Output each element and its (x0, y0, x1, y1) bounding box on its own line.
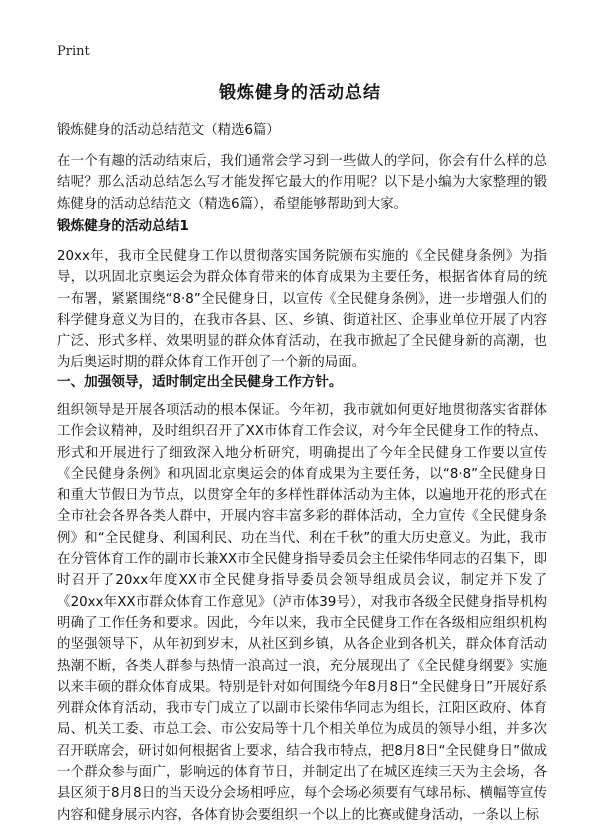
paragraph-1 (57, 246, 547, 374)
intro-paragraph (57, 151, 547, 215)
section-title-text: 锻炼健身的活动总结1 (57, 218, 189, 234)
document-title: 锻炼健身的活动总结 (219, 83, 381, 103)
heading-1-text: 一、加强领导，适时制定出全民健身工作方针。 (57, 374, 343, 390)
paragraph-2-text: 组织领导是开展各项活动的根本保证。今年初，我市就如何更好地贯彻落实省群体工作会议精神，及时组织召开了XX市体育工作会议，对今年全民健身工作的特点、形式和开展进行了细致深入地分析研究，明确提出了今年全民健身工作要以宣传《全民健身条例》和巩固北京奥运会的体育成果为主要任务，以“8·8”全民健身日和重大节假日为节点，以贯穿全年的多样性群体活动为主体，以遍地开花的形式在全市社会各界各类人群中，开展内容丰富多彩的群体活动，全力宣传《全民健身条例》和“全民健身、利国利民、功在当代、利在千秋”的重大历史意义。为此，我市在分管体育工作的副市长兼XX市全民健身指导委员会主任梁伟华同志的召集下，即时召开了20xx年度XX市全民健身指导委员会领导组成员会议，制定并下发了《20xx年XX市群众体育工作意见》（泸市体39号），对我市各级全民健身指导机构明确了工作任务和要求。因此，今年以来，我市全民健身工作在各级相应组织机构的坚强领导下，从年初到岁末，从社区到乡镇，从各企业到各机关，群众体育活动热潮不断，各类人群参与热情一浪高过一浪，充分展现出了《全民健身纲要》实施以来丰硕的群众体育成果。特别是针对如何围绕今年8月8日“全民健身日”开展好系列群众体育活动，我市专门成立了以副市长梁伟华同志为组长，江阳区政府、体育局、机关工委、市总工会、市公安局等十几个相关单位为成员的领导小组，并多次召开联席会，研讨如何根据省上要求，结合我市特点，把8月8日“全民健身日”做成一个群众参与面广，影响远的体育节日，并制定出了在城区连续三天为主会场，各县区须于8月8日的当天设分会场相呼应，每个会场必须要有气球吊标、横幅等宣传内容和健身展示内容，各体育协会要组织一个以上的比赛或健身活动，一条以上标 (57, 403, 547, 823)
heading-1 (57, 370, 547, 390)
print-link[interactable]: Print (57, 44, 90, 59)
subtitle-text: 锻炼健身的活动总结范文（精选6篇） (57, 123, 280, 138)
section-title (57, 214, 547, 234)
paragraph-2 (57, 400, 547, 826)
paragraph-1-text: 20xx年，我市全民健身工作以贯彻落实国务院颁布实施的《全民健身条例》为指导，以巩固北京奥运会为群众体育带来的体育成果为主要任务，根据省体育局的统一布署，紧紧围绕“8·8”全民健身日，以宣传《全民健身条例》，进一步增强人们的科学健身意义为目的，在我市各县、区、乡镇、街道社区、企事业单位开展了内容广泛、形式多样、效果明显的群众体育活动，在我市掀起了全民健身新的高潮，也为后奥运时期的群众体育工作开创了一个新的局面。 (57, 249, 547, 371)
intro-text: 在一个有趣的活动结束后，我们通常会学习到一些做人的学问，你会有什么样的总结呢？那么活动总结怎么写才能发挥它最大的作用呢？以下是小编为大家整理的锻炼健身的活动总结范文（精选6篇），希望能够帮助到大家。 (57, 154, 547, 212)
document-subtitle (57, 120, 547, 141)
